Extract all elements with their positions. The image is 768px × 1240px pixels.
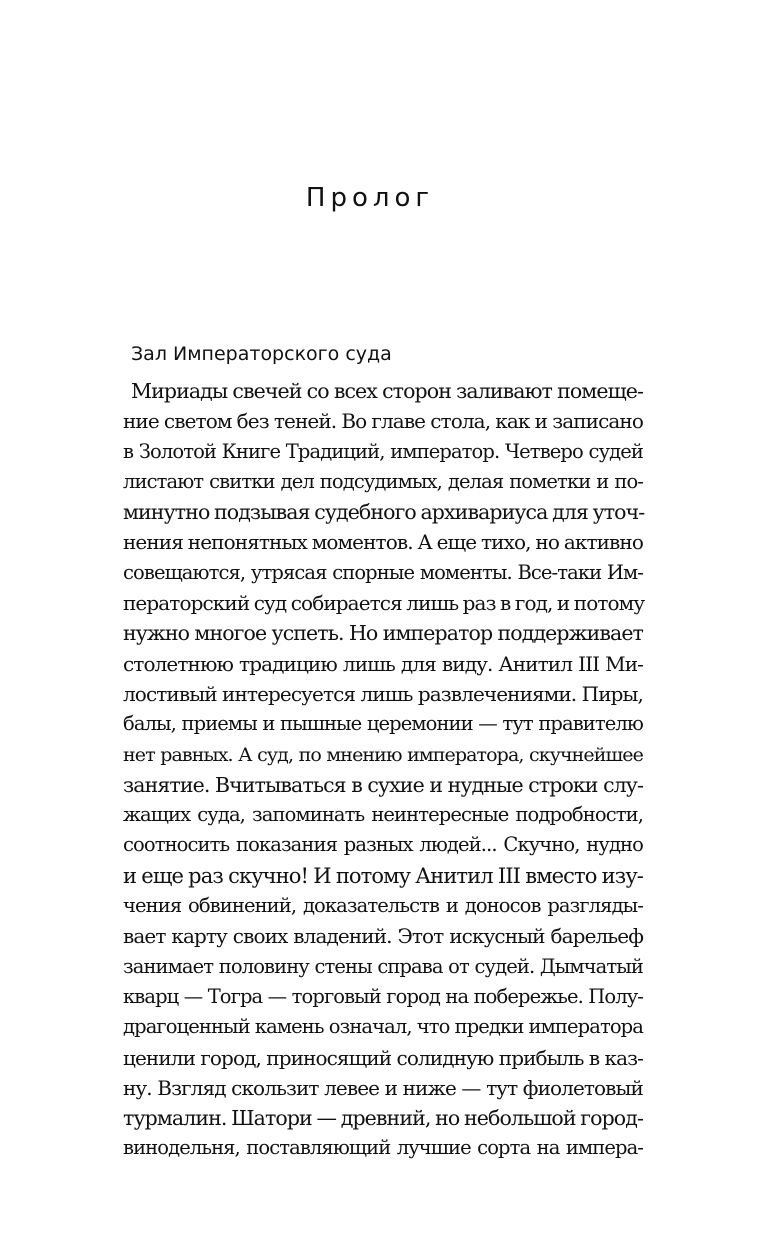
text-line: нет равных. А суд, по мнению императора, скучнейшее: [123, 743, 643, 766]
text-line: турмалин. Шатори — древний, но небольшой город-: [123, 1106, 643, 1131]
text-line: минутно подзывая судебного архивариуса для уточ-: [123, 500, 645, 525]
text-line: винодельня, поставляющий лучшие сорта на импера-: [123, 1136, 643, 1160]
text-line: ператорский суд собирается лишь раз в год, и потому: [123, 591, 645, 616]
text-line: нужно многое успеть. Но император поддерживает: [123, 621, 643, 646]
text-line: нения непонятных моментов. А еще тихо, но активно: [123, 530, 643, 555]
section-heading: Зал Императорского суда: [131, 343, 392, 365]
text-line: балы, приемы и пышные церемонии — тут правителю: [123, 712, 643, 736]
text-line: в Золотой Книге Традиций, император. Четверо судей: [123, 439, 643, 463]
text-line: Мириады свечей со всех сторон заливают помеще-: [131, 379, 643, 403]
text-line: ние светом без теней. Во главе стола, как и записано: [123, 409, 643, 434]
chapter-title: Пролог: [305, 183, 435, 213]
text-line: соотносить показания разных людей... Скучно, нудно: [123, 833, 643, 857]
text-line: совещаются, утрясая спорные моменты. Все-таки Им-: [123, 560, 643, 584]
text-line: лостивый интересуется лишь развлечениями. Пиры,: [123, 681, 643, 706]
text-line: вает карту своих владений. Этот искусный барельеф: [123, 924, 643, 949]
text-line: столетнюю традицию лишь для виду. Анитил III Ми-: [123, 651, 643, 676]
text-line: и еще раз скучно! И потому Анитил III вместо изу-: [123, 863, 643, 888]
text-line: занимает половину стены справа от судей. Дымчатый: [123, 954, 643, 978]
text-line: ну. Взгляд скользит левее и ниже — тут фиолетовый: [123, 1075, 643, 1100]
text-line: листают свитки дел подсудимых, делая пометки и по-: [123, 469, 643, 493]
text-line: ценили город, приносящий солидную прибыль в каз-: [123, 1045, 643, 1070]
text-line: занятие. Вчитываться в сухие и нудные строки слу-: [123, 772, 643, 797]
text-line: чения обвинений, доказательств и доносов разгляды-: [123, 894, 643, 918]
body-paragraph: [123, 376, 643, 1164]
text-line: кварц — Тогра — торговый город на побережье. Полу-: [123, 984, 643, 1008]
text-line: жащих суда, запоминать неинтересные подробности,: [123, 803, 643, 827]
text-line: драгоценный камень означал, что предки императора: [123, 1015, 643, 1039]
